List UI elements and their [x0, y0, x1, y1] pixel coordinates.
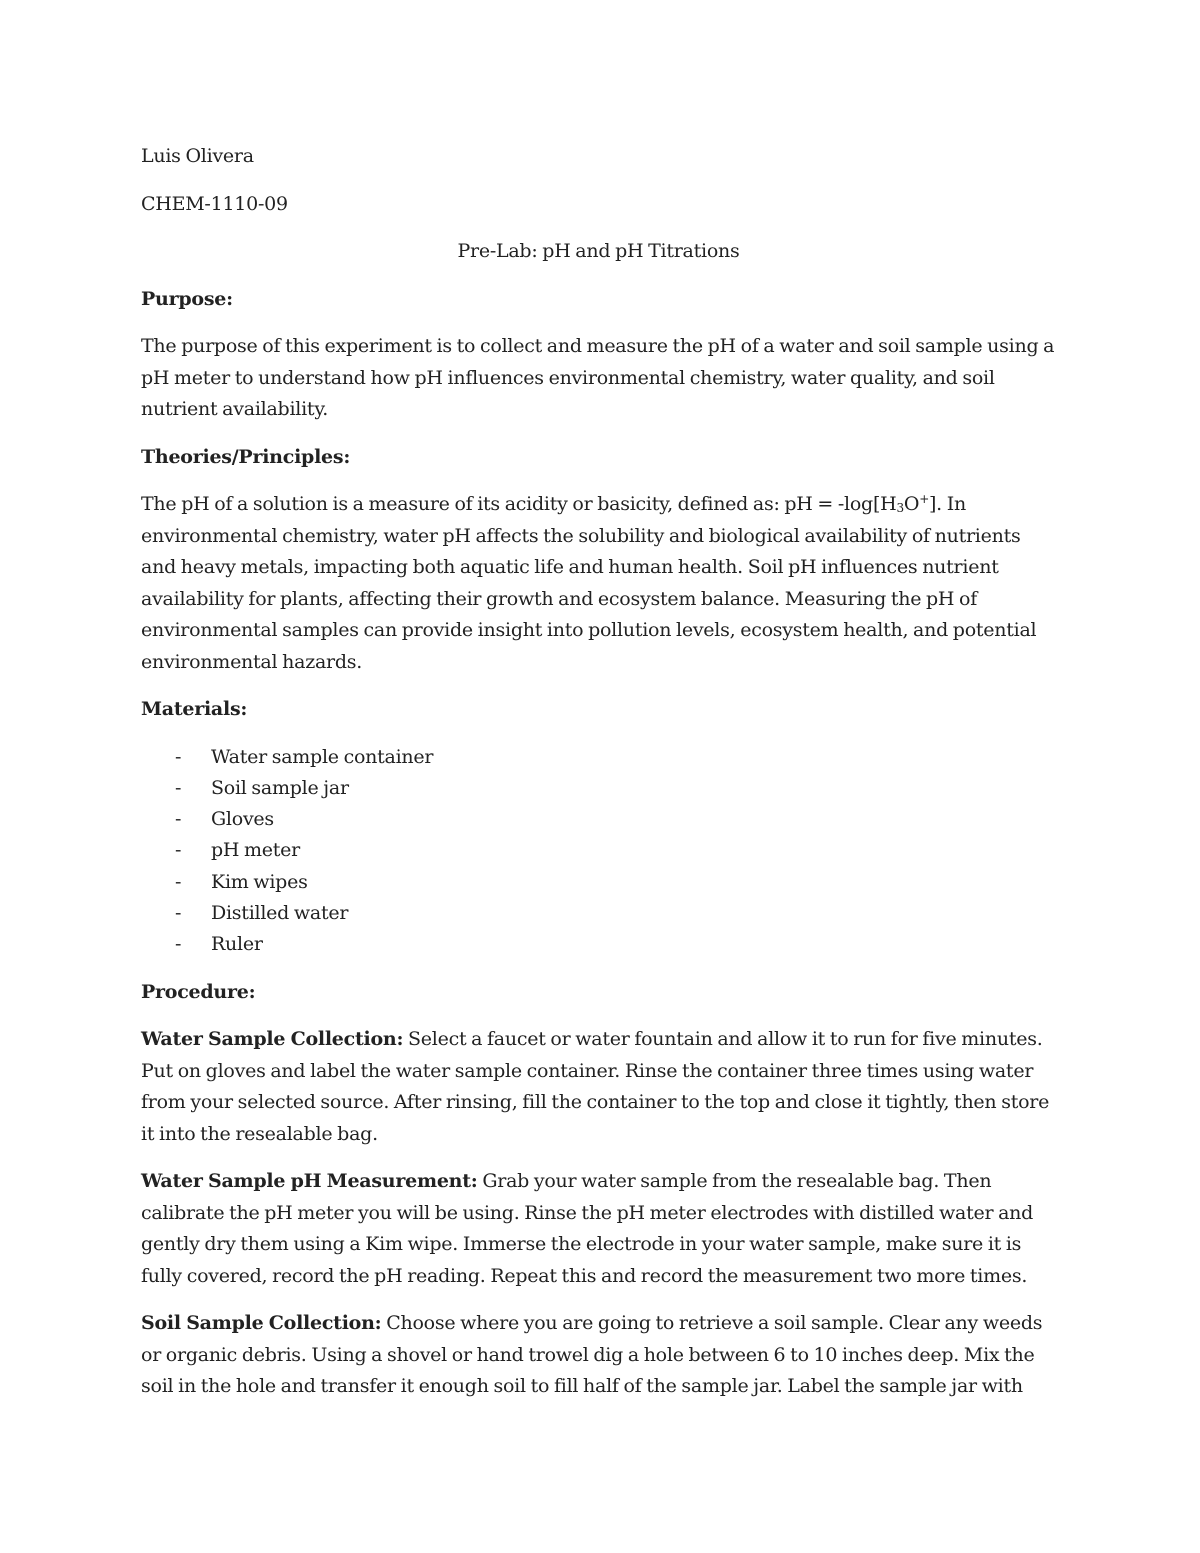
formula-subscript: 3	[896, 501, 904, 515]
materials-list	[141, 742, 1056, 961]
theories-heading: Theories/Principles:	[141, 445, 351, 468]
material-name: Gloves	[211, 808, 274, 831]
procedure-water-ph-measurement	[141, 1166, 1056, 1292]
bullet-dash: -	[175, 933, 182, 956]
theories-text	[141, 489, 1056, 678]
list-item	[141, 835, 1056, 866]
list-item	[141, 898, 1056, 929]
material-name: Kim wipes	[211, 870, 308, 893]
bullet-dash: -	[175, 745, 182, 768]
list-item	[141, 804, 1056, 835]
procedure-soil-collection	[141, 1308, 1056, 1403]
bullet-dash: -	[175, 870, 182, 893]
document-body	[141, 141, 1056, 1419]
procedure-water-collection	[141, 1024, 1056, 1150]
bullet-dash: -	[175, 839, 182, 862]
bullet-dash: -	[175, 776, 182, 799]
procedure-heading: Procedure:	[141, 980, 256, 1003]
list-item	[141, 773, 1056, 804]
section-text: Grab your water sample from the resealable bag. Then calibrate the pH meter you will be using. Rinse the pH meter electrodes with distilled water and gently dry them using a Kim wipe. Immerse the electrode in your water sample, make sure it is fully covered, record the pH reading. Repeat this and record the measurement two more times.	[141, 1170, 1034, 1287]
material-name: Distilled water	[211, 901, 349, 924]
material-name: Water sample container	[211, 745, 434, 768]
section-text: Choose where you are going to retrieve a soil sample. Clear any weeds or organic debris. Using a shovel or hand trowel dig a hole between 6 to 10 inches deep. Mix the soil in the hole and transfer it enough soil to fill half of the sample jar. Label the sample jar with	[141, 1312, 1043, 1398]
purpose-heading: Purpose:	[141, 287, 233, 310]
document-title: Pre-Lab: pH and pH Titrations	[457, 240, 740, 262]
formula-superscript: +	[919, 492, 929, 506]
section-text: Select a faucet or water fountain and allow it to run for five minutes. Put on gloves and label the water sample container. Rinse the container three times using water from your selected source. After rinsing, fill the container to the top and close it tightly, then store it into the resealable bag.	[141, 1028, 1050, 1145]
material-name: Ruler	[211, 933, 263, 956]
bullet-dash: -	[175, 808, 182, 831]
section-label: Water Sample Collection:	[141, 1028, 404, 1051]
material-name: pH meter	[211, 839, 300, 862]
author-name: Luis Olivera	[141, 145, 254, 167]
section-label: Soil Sample Collection:	[141, 1312, 382, 1335]
theories-text-after: ]. In environmental chemistry, water pH affects the solubility and biological availability of nutrients and heavy metals, impacting both aquatic life and human health. Soil pH influences nutrient availability for plants, affecting their growth and ecosystem balance. Measuring the pH of environmental samples can provide insight into pollution levels, ecosystem health, and potential environmental hazards.	[141, 493, 1037, 673]
section-label: Water Sample pH Measurement:	[141, 1170, 478, 1193]
list-item	[141, 742, 1056, 773]
material-name: Soil sample jar	[211, 776, 349, 799]
theories-text-before: The pH of a solution is a measure of its acidity or basicity, defined as: pH = -log[H	[141, 493, 897, 515]
bullet-dash: -	[175, 901, 182, 924]
list-item	[141, 867, 1056, 898]
purpose-text: The purpose of this experiment is to collect and measure the pH of a water and soil sample using a pH meter to understand how pH influences environmental chemistry, water quality, and soil nutrient availability.	[141, 335, 1055, 420]
course-code: CHEM-1110-09	[141, 192, 288, 215]
formula-mid: O	[903, 493, 920, 515]
list-item	[141, 929, 1056, 960]
materials-heading: Materials:	[141, 698, 248, 720]
